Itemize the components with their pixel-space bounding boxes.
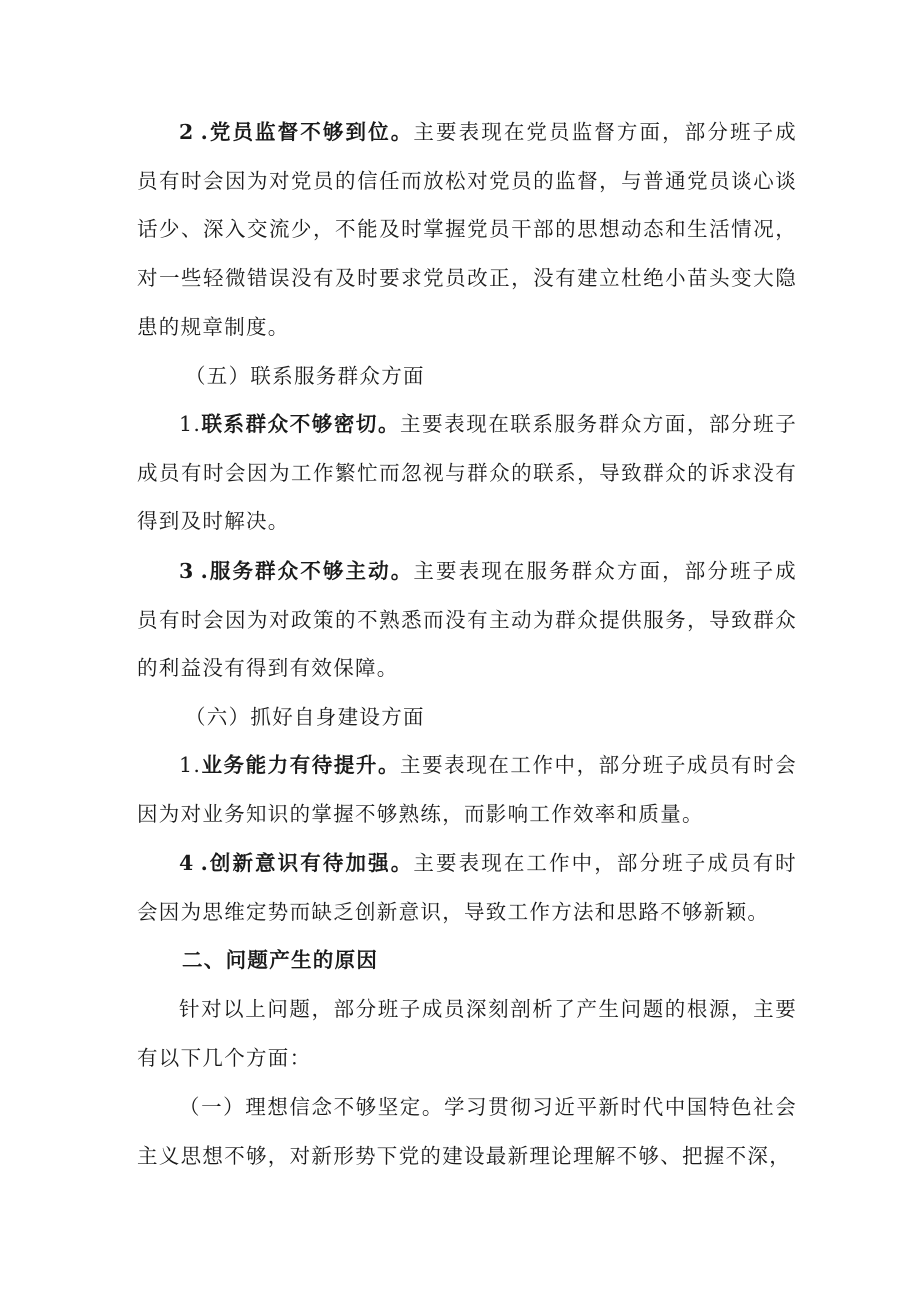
- item-number: 3: [179, 559, 195, 583]
- item-number: 1.: [179, 412, 202, 436]
- section-heading-self-building: （六）抓好自身建设方面: [185, 705, 425, 729]
- item-body: 主要表现在党员监督方面，部分班子成员有时会因为对党员的信任而放松对党员的监督，与普通党员谈心谈话少、深入交流少，不能及时掌握党员干部的思想动态和生活情况，对一些轻微错误没有及时要求党员改正，没有建立杜绝小苗头变大隐患的规章制度。: [137, 120, 797, 339]
- item-number: 4: [179, 851, 195, 875]
- paragraph-analysis-intro: 针对以上问题，部分班子成员深刻剖析了产生问题的根源，主要有以下几个方面：: [137, 997, 797, 1070]
- paragraph-serve-masses: [137, 547, 797, 693]
- item-body: 主要表现在工作中，部分班子成员有时会因为对业务知识的掌握不够熟练，而影响工作效率和质量。: [137, 753, 797, 826]
- item-body: 主要表现在工作中，部分班子成员有时会因为思维定势而缺乏创新意识，导致工作方法和思路不够新颖。: [137, 851, 797, 924]
- paragraph-party-member-supervision: [137, 108, 797, 352]
- item-body: 主要表现在服务群众方面，部分班子成员有时会因为对政策的不熟悉而没有主动为群众提供服务，导致群众的利益没有得到有效保障。: [137, 559, 797, 681]
- item-lead: .创新意识有待加强。: [200, 851, 414, 875]
- item-body: 主要表现在联系服务群众方面，部分班子成员有时会因为工作繁忙而忽视与群众的联系，导致群众的诉求没有得到及时解决。: [137, 412, 797, 534]
- item-lead: 联系群众不够密切。: [201, 412, 401, 436]
- item-lead: .服务群众不够主动。: [200, 559, 414, 583]
- paragraph-contact-masses: [137, 400, 797, 546]
- item-lead: .党员监督不够到位。: [200, 120, 414, 144]
- section-heading-contact-service-masses: （五）联系服务群众方面: [185, 364, 425, 388]
- item-number: 1.: [179, 753, 202, 777]
- section-heading-causes: 二、问题产生的原因: [182, 948, 379, 972]
- paragraph-innovation-awareness: [137, 839, 797, 936]
- paragraph-ideals-beliefs: （一）理想信念不够坚定。学习贯彻习近平新时代中国特色社会主义思想不够，对新形势下党的建设最新理论理解不够、把握不深，: [137, 1095, 797, 1168]
- item-number: 2: [179, 120, 195, 144]
- paragraph-business-ability: [137, 741, 797, 838]
- item-lead: 业务能力有待提升。: [201, 753, 401, 777]
